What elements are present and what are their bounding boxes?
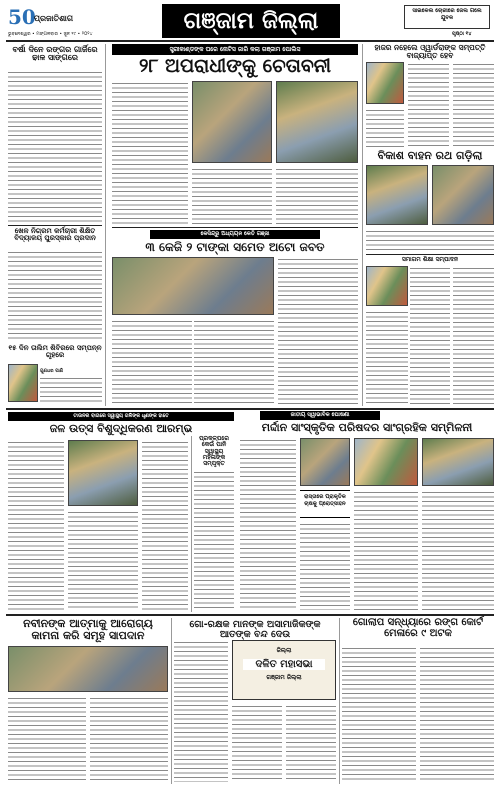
date-line: ଭୁବନେଶ୍ୱର • ମଙ୍ଗଳବାର • ଜୁନ ୧୯ • ୨୦୨୪ — [8, 32, 93, 37]
right-top-headline: ହାଜର ନହେଲେ ଓ୍ୱାର୍ଡରାଙ୍କ ସମ୍ପତ୍ତି ବାଜ୍ୟାପ୍ତ ହେବ — [374, 43, 486, 60]
poster-line-1: ଜିଲ୍ଲା — [276, 647, 292, 654]
mid-small-body — [194, 470, 234, 610]
left-mid-body — [8, 250, 102, 342]
bottom-mid-body-c — [286, 704, 336, 782]
right-mid-body-c — [366, 310, 408, 405]
banner-kicker: ଜାତୀୟ ସ୍ୱାଭାବିକ ଘୋଷଣା — [290, 412, 350, 418]
center-body-b — [112, 319, 192, 405]
center-headline: ୩ କେଜି ୨ ଟାଙ୍କା ସମେତ ଅଟୋ ଜବତ — [145, 240, 325, 254]
vehicle-photo-1 — [366, 165, 428, 225]
right-mid-photo — [366, 266, 408, 306]
bottom-left-photo — [8, 646, 168, 692]
bottom-left-headline: ନବୀନଙ୍କ ଆତ୍ମାକୁ ଆରୋଗ୍ୟ କାମନା କରି ସମୂହ ସାପଦାନ — [23, 617, 153, 642]
bottom-right-body-a — [342, 646, 416, 782]
poster-graphic — [232, 640, 336, 700]
column-divider — [339, 618, 340, 784]
section-title: ଗଞ୍ଜାମ ଜିଲ୍ଲା — [183, 8, 319, 34]
banner-photo-3 — [422, 438, 494, 486]
right-top-body-a — [408, 62, 449, 148]
lead-kicker: ସ୍ତ୍ରୀକାଣ୍ଡଙ୍କ ଘରେ ନୋଟିସ ଜାରି କଲା ଗଞ୍ଜାମ ପୋଲିସ — [169, 46, 301, 53]
left-byline: ଗୁଣଧର ପାଣି — [40, 369, 64, 374]
right-vehicle-headline: ବିକାଶ ବାହନ ରଥ ଗଡ଼ିଲା — [377, 149, 483, 162]
lead-body-col3 — [276, 167, 358, 224]
poster-line-3: ଗଞ୍ଜାମ ଜିଲ୍ଲା — [266, 674, 302, 681]
bottom-left-body-b — [90, 696, 168, 782]
left-age-headline: ୧୫ ଦିନ ତାଲିମ ଶିବିରରେ ସମ୍ପନ୍ନ ଗୃହରେ — [8, 344, 102, 360]
banner-body-b — [300, 522, 350, 610]
water-photo — [68, 440, 138, 506]
center-body-a — [278, 257, 358, 405]
page-label: ପୃଷ୍ଠା ୧୪ — [452, 31, 472, 37]
section-rule — [6, 614, 494, 616]
column-divider — [191, 436, 192, 612]
tease-text: ସାଇକେଲ ଚୋରୀରେ ଜେଲ ଗଲେ ଯୁବକ — [412, 8, 482, 21]
banner-headline: ମର୍ଦ୍ଦାନ ସାଂସ୍କୃତିକ ପରିଷଦର ସାଂଗ୍ରହିକ ସମ୍ମିଳନୀ — [261, 421, 473, 434]
bottom-mid-headline: ଗୋ-ରକ୍ଷକ ମାନଙ୍କ ଅସାମାଜିକଙ୍କ ଆତଙ୍କ ବନ୍ଦ ଦେଉ — [189, 619, 321, 640]
banner-photo-2 — [354, 438, 418, 486]
right-mid-kicker: ସମାଗମ ଶିକ୍ଷା ସମ୍ପାଦନ — [401, 256, 459, 263]
column-divider — [362, 44, 363, 406]
center-kicker: କେସିନ୍ଦ୍ରୁ ଅଧ୍ୟୟନ କେତି ଗଞ୍ଜା — [200, 231, 270, 237]
left-portrait-photo — [8, 364, 38, 402]
pull-quote-box — [300, 490, 350, 518]
top-right-tease — [404, 5, 490, 29]
left-top-headline: ବର୍ଷା ଦିନେ ରଙ୍ଗର ଗାର୍ଜିରେ ଢାଳ ସାଙ୍ଗରେ — [12, 45, 98, 63]
water-body-b — [68, 510, 138, 610]
lead-body-col2 — [192, 167, 272, 224]
section-rule — [6, 408, 494, 410]
water-body-c — [142, 440, 188, 610]
lead-headline: ୨୮ ଅପରାଧୀଙ୍କୁ ଚେତାବନୀ — [138, 55, 332, 77]
left-age-body — [40, 376, 102, 402]
right-top-body-b — [453, 62, 494, 148]
water-headline: ଜଳ ଉତ୍ସ ବିଶୁଦ୍ଧିକରଣ ଆରମ୍ଭ — [49, 422, 193, 435]
vehicle-photo-2 — [432, 165, 494, 225]
right-vehicle-body — [366, 229, 494, 251]
brand-name: ପ୍ରଜାତିଶାଗ — [34, 14, 74, 23]
bottom-mid-body-b — [232, 704, 282, 782]
bottom-mid-body-a — [174, 640, 228, 782]
center-body-c — [194, 319, 274, 405]
water-body-a — [8, 440, 64, 610]
bottom-right-headline: ଗୋଲାପ ସନ୍ଧ୍ୟାରେ ରଙ୍ଗ କୋର୍ଟ ମେଳାରେ ୯ ଅଟକ — [352, 617, 484, 639]
lead-photo-1 — [192, 81, 272, 163]
masthead-rule — [6, 40, 494, 42]
left-mid-headline: ଖେଳ ନିଗ୍ରମ କର୍ମଚାରୀ ଶିକ୍ଷିତ ବିଦ୍ୟାଳୟ ପୁରସ୍କାର ପ୍ରଦାନ — [14, 227, 96, 243]
bottom-left-body-a — [8, 696, 86, 782]
story-divider — [8, 225, 102, 226]
left-top-body — [8, 70, 102, 222]
right-top-photo — [366, 62, 404, 104]
water-kicker-bar — [8, 412, 234, 421]
right-mid-body-a — [410, 266, 450, 405]
anniversary-logo-icon — [8, 6, 36, 28]
poster-line-2: ଦଳିତ ମହାସଭା — [243, 659, 325, 670]
right-mid-body-b — [453, 266, 494, 405]
center-photo — [112, 257, 274, 315]
lead-body-col1 — [112, 81, 188, 224]
right-top-body-c — [366, 108, 404, 148]
banner-body-c — [354, 490, 418, 610]
logo-number: 50 — [8, 5, 36, 29]
story-divider — [366, 254, 494, 255]
logo-block — [8, 6, 74, 34]
bottom-right-body-b — [420, 646, 494, 782]
column-divider — [105, 44, 106, 406]
story-divider — [112, 227, 358, 228]
banner-kicker-bar — [260, 411, 380, 420]
lead-kicker-bar — [112, 44, 358, 55]
pull-quote: ରାସ୍ତାରେ ପ୍ରାକୃତିକ ଚାଷକୁ ପ୍ରୋତ୍ସାହନ — [304, 494, 346, 507]
banner-photo-1 — [300, 438, 350, 486]
section-title-bar — [162, 4, 340, 38]
banner-body-d — [422, 490, 494, 610]
lead-photo-2 — [276, 81, 358, 163]
center-kicker-bar — [150, 230, 320, 239]
column-divider — [171, 618, 172, 784]
mid-small-headline: ପ୍ରକଳ୍ପରେ କେଉଁ ପାନି ସ୍ୱାସ୍ଥ୍ୟ ମହିଳାଙ୍କ ସମ୍ପୃକ୍ତ — [199, 435, 229, 468]
water-kicker: ଟାଉନର ବାଗରେ ସ୍ୱାସ୍ଥ୍ୟ ଗଳିଙ୍କ ଧୃଣଙ୍କ ହାତେ — [73, 413, 169, 419]
banner-body-a — [240, 438, 296, 610]
